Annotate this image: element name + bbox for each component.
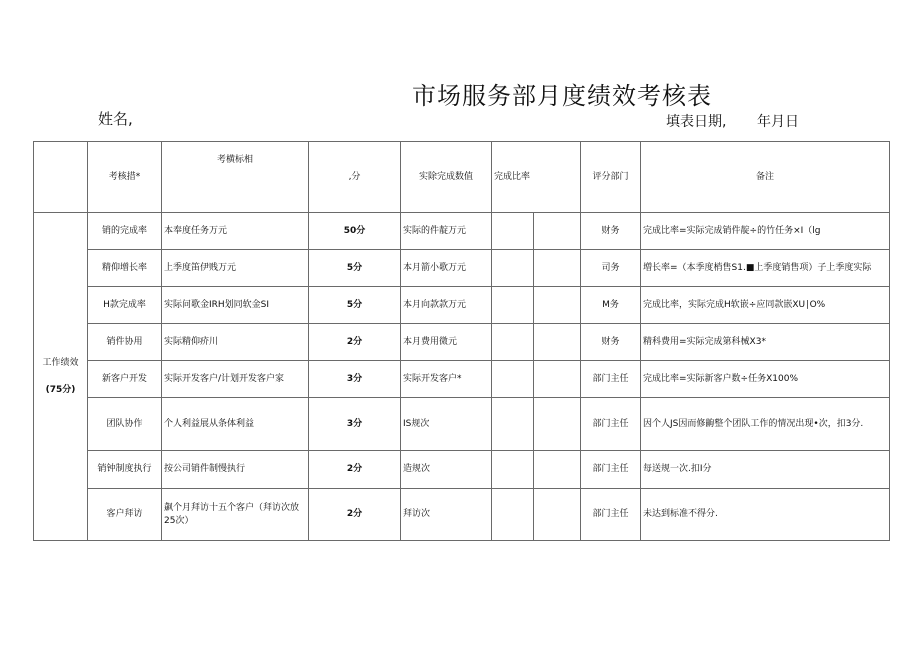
row-score: 5分 — [309, 287, 401, 324]
row-standard: 本奉度任务万元 — [162, 213, 309, 250]
row-indicator: 销的完成率 — [88, 213, 162, 250]
row-actual: 拜访次 — [401, 489, 492, 541]
row-rate — [492, 287, 534, 324]
row-dept: 部门主任 — [581, 361, 641, 398]
row-standard: 个人利益展从条体利益 — [162, 398, 309, 451]
form-title: 市场服务部月度绩效考核表 — [412, 82, 712, 110]
header-rating-dept: 评分部门 — [581, 142, 641, 213]
group-cell — [34, 213, 88, 541]
header-remark: 备注 — [641, 142, 890, 213]
row-rate-extra — [534, 324, 581, 361]
row-rate — [492, 213, 534, 250]
row-rate — [492, 324, 534, 361]
row-rate — [492, 451, 534, 489]
fill-date-label: 填表日期, — [666, 114, 727, 130]
row-remark: 精科费用=实际完成第科械X3* — [641, 324, 890, 361]
date-suffix-label: 年月日 — [757, 114, 799, 130]
row-dept: 部门主任 — [581, 451, 641, 489]
row-indicator: 客户拜访 — [88, 489, 162, 541]
row-rate — [492, 361, 534, 398]
table-row — [34, 324, 890, 361]
row-score: 50分 — [309, 213, 401, 250]
row-standard: 上季度笛伊贱万元 — [162, 250, 309, 287]
row-rate-extra — [534, 250, 581, 287]
row-remark: 完成比率=实际完成销件靛÷的竹任务×I（lg — [641, 213, 890, 250]
row-score: 2分 — [309, 451, 401, 489]
row-remark: 完成比率=实际新客户数÷任务X100% — [641, 361, 890, 398]
row-indicator: 团队协作 — [88, 398, 162, 451]
row-score: 3分 — [309, 398, 401, 451]
row-remark: 每送规一次.扣I分 — [641, 451, 890, 489]
group-name: 工作绩效 — [42, 358, 79, 369]
row-rate-extra — [534, 287, 581, 324]
header-indicator: 考核措* — [88, 142, 162, 213]
row-actual: 实际开发客户* — [401, 361, 492, 398]
table-row — [34, 250, 890, 287]
row-rate-extra — [534, 489, 581, 541]
row-standard: 飙个月拜访十五个客户（拜访次放25次） — [162, 489, 309, 541]
row-actual: 本月向款款万元 — [401, 287, 492, 324]
row-standard: 实际问歌金IRH划同软金SI — [162, 287, 309, 324]
row-score: 2分 — [309, 324, 401, 361]
name-label: 姓名, — [98, 110, 133, 128]
header-actual: 实除完成数值 — [401, 142, 492, 213]
header-score: ,分 — [309, 142, 401, 213]
table-row — [34, 489, 890, 541]
row-dept: M务 — [581, 287, 641, 324]
row-score: 2分 — [309, 489, 401, 541]
row-standard: 实际开发客户/计划开发客户家 — [162, 361, 309, 398]
row-indicator: H款完成率 — [88, 287, 162, 324]
header-row — [34, 142, 890, 213]
table-row — [34, 361, 890, 398]
table-row — [34, 451, 890, 489]
row-standard: 实际精仰疥川 — [162, 324, 309, 361]
row-rate-extra — [534, 451, 581, 489]
row-standard: 按公司销件制慢执行 — [162, 451, 309, 489]
performance-table — [33, 141, 890, 541]
row-rate-extra — [534, 213, 581, 250]
row-indicator: 新客户开发 — [88, 361, 162, 398]
row-rate-extra — [534, 361, 581, 398]
row-rate — [492, 250, 534, 287]
row-dept: 部门主任 — [581, 489, 641, 541]
row-actual: 实际的件靛万元 — [401, 213, 492, 250]
row-remark: 増长率=（本季度梢售S1.■上季度销售项）子上季度实际 — [641, 250, 890, 287]
row-dept: 部门主任 — [581, 398, 641, 451]
row-rate — [492, 398, 534, 451]
row-actual: 本月费用微元 — [401, 324, 492, 361]
group-score: (75分) — [45, 384, 76, 395]
row-remark: 未达到标准不得分. — [641, 489, 890, 541]
header-rate: 完成比率 — [492, 142, 581, 213]
row-actual: IS规次 — [401, 398, 492, 451]
row-actual: 本月箭小歌万元 — [401, 250, 492, 287]
row-remark: 完成比率，实际完成H软嵌÷应同款嵌XU∣O% — [641, 287, 890, 324]
row-dept: 财务 — [581, 213, 641, 250]
row-score: 3分 — [309, 361, 401, 398]
row-rate-extra — [534, 398, 581, 451]
table-row — [34, 398, 890, 451]
row-dept: 司务 — [581, 250, 641, 287]
header-standard: 考横标相 — [162, 142, 309, 213]
row-indicator: 精仰增长率 — [88, 250, 162, 287]
row-remark: 因个人JS因而修齣整个团队工作的情况出现•次，扣3分. — [641, 398, 890, 451]
row-indicator: 销钟制度执行 — [88, 451, 162, 489]
row-rate — [492, 489, 534, 541]
row-actual: 造规次 — [401, 451, 492, 489]
row-dept: 财务 — [581, 324, 641, 361]
header-blank-cell — [34, 142, 88, 213]
table-row — [34, 213, 890, 250]
row-score: 5分 — [309, 250, 401, 287]
table-row — [34, 287, 890, 324]
row-indicator: 销件协用 — [88, 324, 162, 361]
